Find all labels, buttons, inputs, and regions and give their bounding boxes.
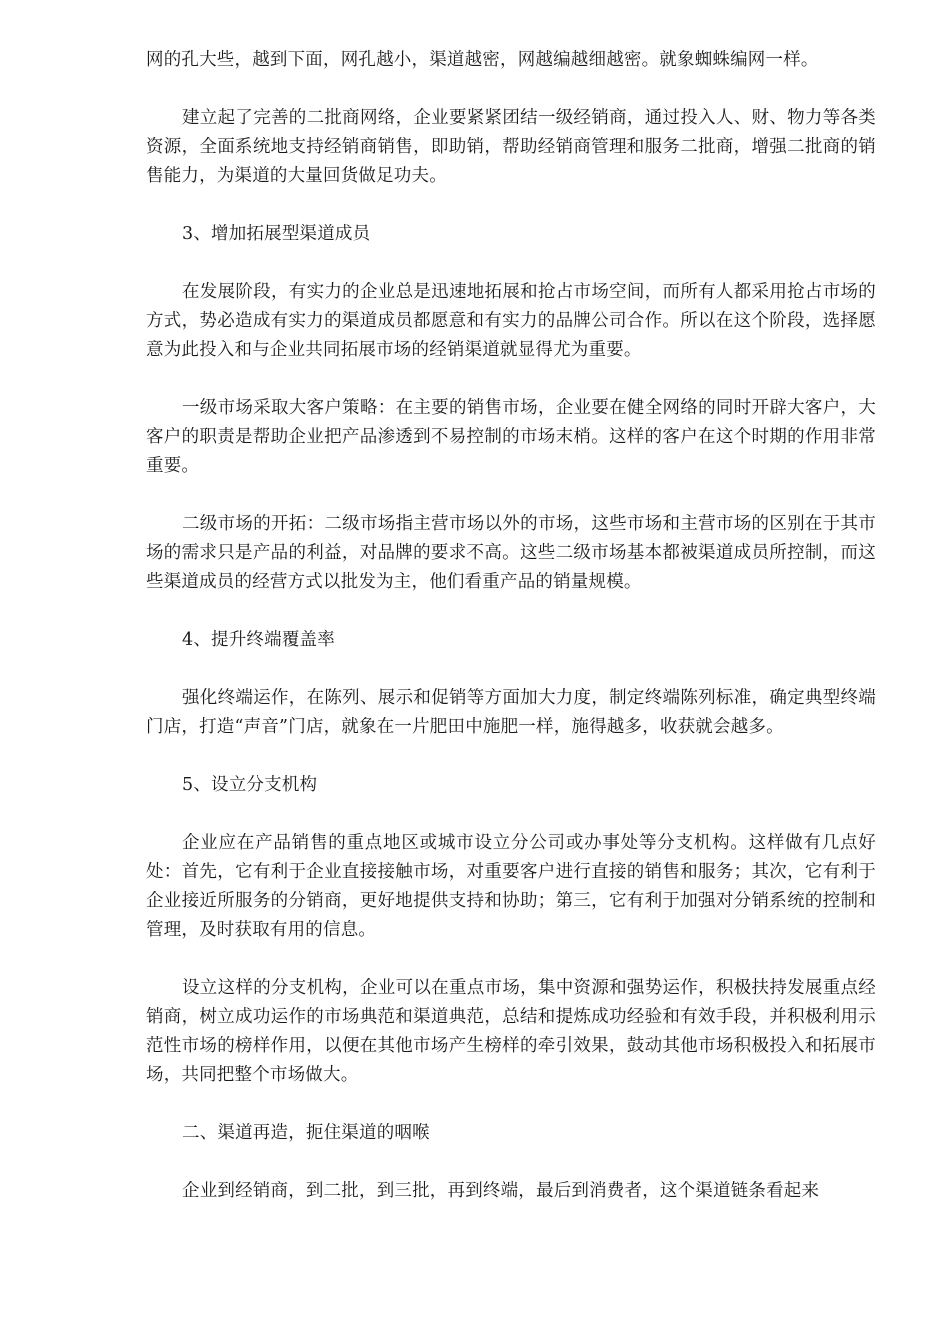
paragraph: 设立这样的分支机构，企业可以在重点市场，集中资源和强势运作，积极扶持发展重点经销商，树立成功运作的市场典范和渠道典范，总结和提炼成功经验和有效手段，并积极利用示范性市场的榜样作用，以便在其他市场产生榜样的牵引效果，鼓动其他市场积极投入和拓展市场，共同把整个市场做大。 [146, 978, 876, 1085]
paragraph: 在发展阶段，有实力的企业总是迅速地拓展和抢占市场空间，而所有人都采用抢占市场的方式，势必造成有实力的渠道成员都愿意和有实力的品牌公司合作。所以在这个阶段，选择愿意为此投入和与企业共同拓展市场的经销渠道就显得尤为重要。 [146, 282, 876, 360]
paragraph: 企业应在产品销售的重点地区或城市设立分公司或办事处等分支机构。这样做有几点好处：首先，它有利于企业直接接触市场，对重要客户进行直接的销售和服务；其次，它有利于企业接近所服务的分销商，更好地提供支持和协助；第三，它有利于加强对分销系统的控制和管理，及时获取有用的信息。 [146, 833, 876, 940]
paragraph: 强化终端运作，在陈列、展示和促销等方面加大力度，制定终端陈列标准，确定典型终端门店，打造“声音”门店，就象在一片肥田中施肥一样，施得越多，收获就会越多。 [146, 688, 876, 737]
paragraph: 企业到经销商，到二批，到三批，再到终端，最后到消费者，这个渠道链条看起来 [182, 1181, 820, 1201]
section-heading: 二、渠道再造，扼住渠道的咽喉 [182, 1123, 430, 1143]
document-body [146, 46, 876, 1235]
paragraph: 建立起了完善的二批商网络，企业要紧紧团结一级经销商，通过投入人、财、物力等各类资源，全面系统地支持经销商销售，即助销，帮助经销商管理和服务二批商，增强二批商的销售能力，为渠道的大量回货做足功夫。 [146, 108, 876, 186]
section-heading: 4、提升终端覆盖率 [182, 630, 335, 650]
paragraph: 一级市场采取大客户策略：在主要的销售市场，企业要在健全网络的同时开辟大客户，大客户的职责是帮助企业把产品渗透到不易控制的市场末梢。这样的客户在这个时期的作用非常重要。 [146, 398, 876, 476]
section-heading: 5、设立分支机构 [182, 775, 318, 795]
section-heading: 3、增加拓展型渠道成员 [182, 224, 371, 244]
paragraph: 二级市场的开拓：二级市场指主营市场以外的市场，这些市场和主营市场的区别在于其市场的需求只是产品的利益，对品牌的要求不高。这些二级市场基本都被渠道成员所控制，而这些渠道成员的经营方式以批发为主，他们看重产品的销量规模。 [146, 514, 876, 592]
paragraph-continuation: 网的孔大些，越到下面，网孔越小，渠道越密，网越编越细越密。就象蜘蛛编网一样。 [146, 50, 819, 70]
